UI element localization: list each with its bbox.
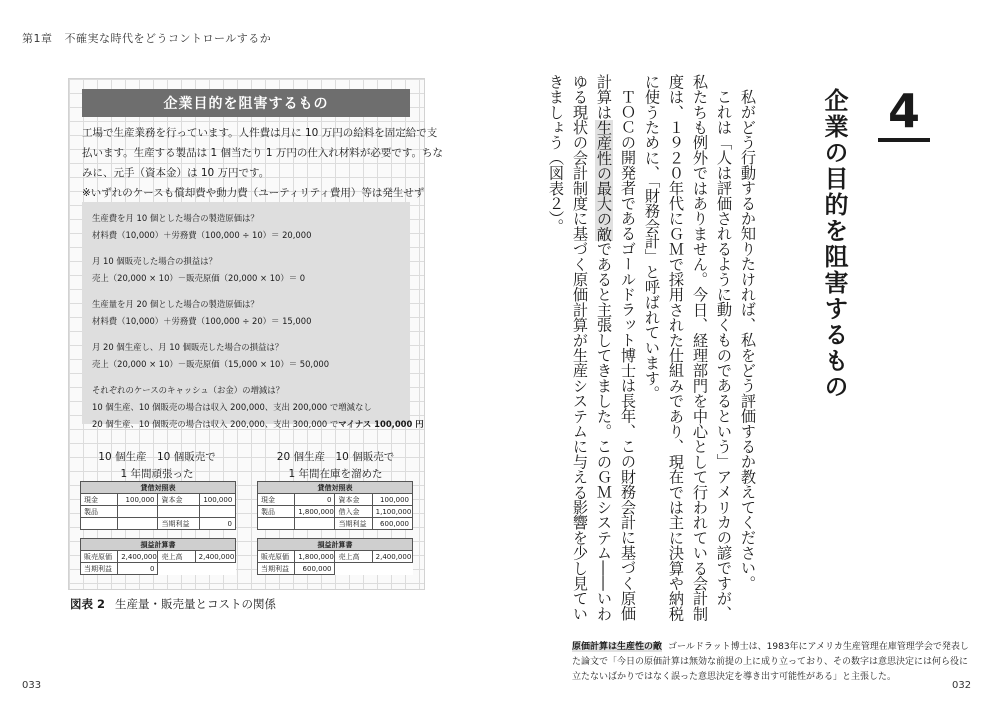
case-right-heading: 20 個生産 10 個販売で 1 年間在庫を溜めた [276, 451, 395, 480]
running-header [22, 30, 271, 46]
left-balance-sheet: 貸借対照表 現金 100,000 資本金 100,000 製品 当期利益 0 [80, 481, 236, 530]
calc-answer: 20 個生産、10 個販売の場合は収入 200,000、支出 300,000 でマイナス 100,000 円 [92, 419, 424, 429]
calc-answer: 10 個生産、10 個販売の場合は収入 200,000、支出 200,000 で増減なし [92, 402, 372, 412]
calc-answer: 売上（20,000 × 10）－販売原価（20,000 × 10）＝ 0 [92, 273, 306, 283]
footnote-term: 原価計算は生産性の敵 [572, 642, 663, 652]
page-number-right: 032 [952, 680, 972, 691]
figure-title: 企業目的を阻害するもの [82, 89, 410, 117]
body-paragraph: ＴＯＣの開発者であるゴールドラット博士は長年、この財務会計に基づく原価計算は生産性の最大の敵であると主張してきました。このＧＭシステム――いわゆる現状の会計制度に基づく原価計算が生産システムに与える影響を少し見ていきましょう（図表２）。 [547, 74, 637, 622]
calculation-box [82, 202, 424, 429]
figure-caption [70, 596, 276, 612]
chapter-underline [878, 138, 930, 142]
calc-question: 生産量を月 20 個とした場合の製造原価は？ [92, 299, 259, 309]
right-balance-sheet: 貸借対照表 現金 0 資本金 100,000 製品 1,800,000 借入金 1,100,000 当期利益 600,000 [257, 481, 413, 530]
calc-answer: 材料費（10,000）＋労務費（100,000 ÷ 10）＝ 20,000 [92, 230, 312, 240]
footnote [572, 640, 972, 685]
chapter-title: 企業の目的を阻害するもの [820, 88, 848, 400]
case-left-heading: 10 個生産 10 個販売で 1 年間頑張った [98, 451, 216, 480]
calc-question: 月 20 個生産し、月 10 個販売した場合の損益は？ [92, 342, 284, 352]
chapter-running-title: 不確実な時代をどうコントロールするか [64, 32, 272, 45]
page-number-left: 033 [22, 680, 42, 691]
body-paragraph: これは「人は評価されるように動くものであるという」アメリカの諺ですが、私たちも例外ではありません。今日、経理部門を中心として行われている会計制度は、１９２０年代にＧＭで採用された仕組みであり、現在では主に決算や納税に使うために、「財務会計」と呼ばれています。 [643, 74, 733, 622]
chapter-label: 第1章 [22, 32, 53, 45]
intro-line: みに、元手（資本金）は 10 万円です。 [82, 167, 270, 179]
calc-answer: 売上（20,000 × 10）－販売原価（15,000 × 10）＝ 50,000 [92, 359, 330, 369]
highlighted-phrase: 生産性の最大の敵 [595, 119, 613, 242]
body-paragraph: 私がどう行動するか知りたければ、私をどう評価するか教えてください。 [739, 89, 757, 591]
chapter-number: 4 [887, 84, 920, 138]
calc-question: それぞれのケースのキャッシュ（お金）の増減は？ [92, 385, 285, 395]
figure-intro [82, 123, 444, 203]
calc-question: 月 10 個販売した場合の損益は？ [92, 256, 217, 266]
calc-question: 生産費を月 10 個とした場合の製造原価は？ [92, 213, 259, 223]
footnote-text: ゴールドラット博士は、1983年にアメリカ生産管理在庫管理学会で発表した論文で「今日の原価計算は無効な前提の上に成り立っており、その数字は意思決定には何ら役に立たないばかりではなく誤った意思決定を導き出す可能性がある」と主張した。 [572, 642, 969, 682]
caption-label: 図表 2 [70, 597, 106, 611]
calc-answer: 材料費（10,000）＋労務費（100,000 ÷ 20）＝ 15,000 [92, 316, 312, 326]
body-text [547, 74, 760, 634]
intro-line: ※いずれのケースも償却費や動力費（ユーティリティ費用）等は発生せず [82, 187, 425, 199]
cash-loss-highlight: マイナス 100,000 円 [338, 419, 424, 429]
left-income-statement: 損益計算書 販売原価 2,400,000 売上高 2,400,000 当期利益 0 [80, 538, 236, 575]
right-income-statement: 損益計算書 販売原価 1,800,000 売上高 2,400,000 当期利益 600,000 [257, 538, 413, 575]
intro-line: 工場で生産業務を行っています。人件費は月に 10 万円の給料を固定給で支 [82, 127, 438, 139]
intro-line: 払います。生産する製品は 1 個当たり 1 万円の仕入れ材料が必要です。ちな [82, 147, 444, 159]
caption-text: 生産量・販売量とコストの関係 [115, 597, 277, 611]
